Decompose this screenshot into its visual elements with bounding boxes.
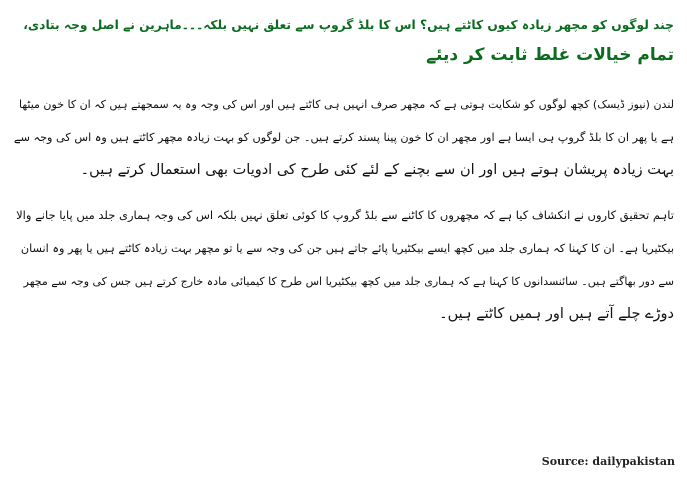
paragraph-2-line-2: بیکٹیریا ہے۔ ان کا کہنا کہ ہماری جلد میں کچھ ایسے بیکٹیریا پائے جاتے ہیں جن کی وجہ سے یا تو مچھر بہت زیادہ کاٹتے ہیں یا پھر وہ انسان xyxy=(20,242,674,255)
paragraph-1-line-2: ہے یا پھر ان کا بلڈ گروپ ہی ایسا ہے اور مچھر ان کا خون پینا پسند کرتے ہیں۔ جن لوگوں کو بہت زیادہ مچھر کاٹتے ہیں وہ اس کی وجہ سے xyxy=(13,131,674,144)
paragraph-1 xyxy=(8,88,678,187)
paragraph-2-line-1: تاہم تحقیق کاروں نے انکشاف کیا ہے کہ مچھروں کا کاٹنے سے بلڈ گروپ کا کوئی تعلق نہیں بلکہ اس کی وجہ ہماری جلد میں پایا جانے والا xyxy=(16,208,674,222)
article xyxy=(8,4,678,331)
paragraph-1-line-3: بہت زیادہ پریشان ہوتے ہیں اور ان سے بچنے کے لئے کئی طرح کی ادویات بھی استعمال کرتے ہیں۔ xyxy=(80,162,674,178)
headline xyxy=(8,4,678,70)
headline-line-2: تمام خیالات غلط ثابت کر دیئے xyxy=(426,45,674,65)
paragraph-2-line-3: سے دور بھاگتے ہیں۔ سائنسدانوں کا کہنا ہے کہ ہماری جلد میں کچھ بیکٹیریا اس طرح کا کیمیائی مادہ خارج کرتے ہیں جس کی وجہ سے مچھر xyxy=(23,275,674,288)
paragraph-2-line-4: دوڑے چلے آتے ہیں اور ہمیں کاٹتے ہیں۔ xyxy=(439,306,674,322)
paragraph-2 xyxy=(8,199,678,331)
paragraph-1-line-1: لندن (نیوز ڈیسک) کچھ لوگوں کو شکایت ہوتی ہے کہ مچھر صرف انہیں ہی کاٹتے ہیں اور اس کی وجہ وہ یہ سمجھتے ہیں کہ ان کا خون میٹھا xyxy=(18,98,674,111)
source-credit: Source: dailypakistan xyxy=(541,455,675,468)
headline-line-1: چند لوگوں کو مچھر زیادہ کیوں کاٹتے ہیں؟ اس کا بلڈ گروپ سے تعلق نہیں بلکہ۔۔۔ماہرین نے اصل وجہ بتادی، xyxy=(23,18,674,32)
